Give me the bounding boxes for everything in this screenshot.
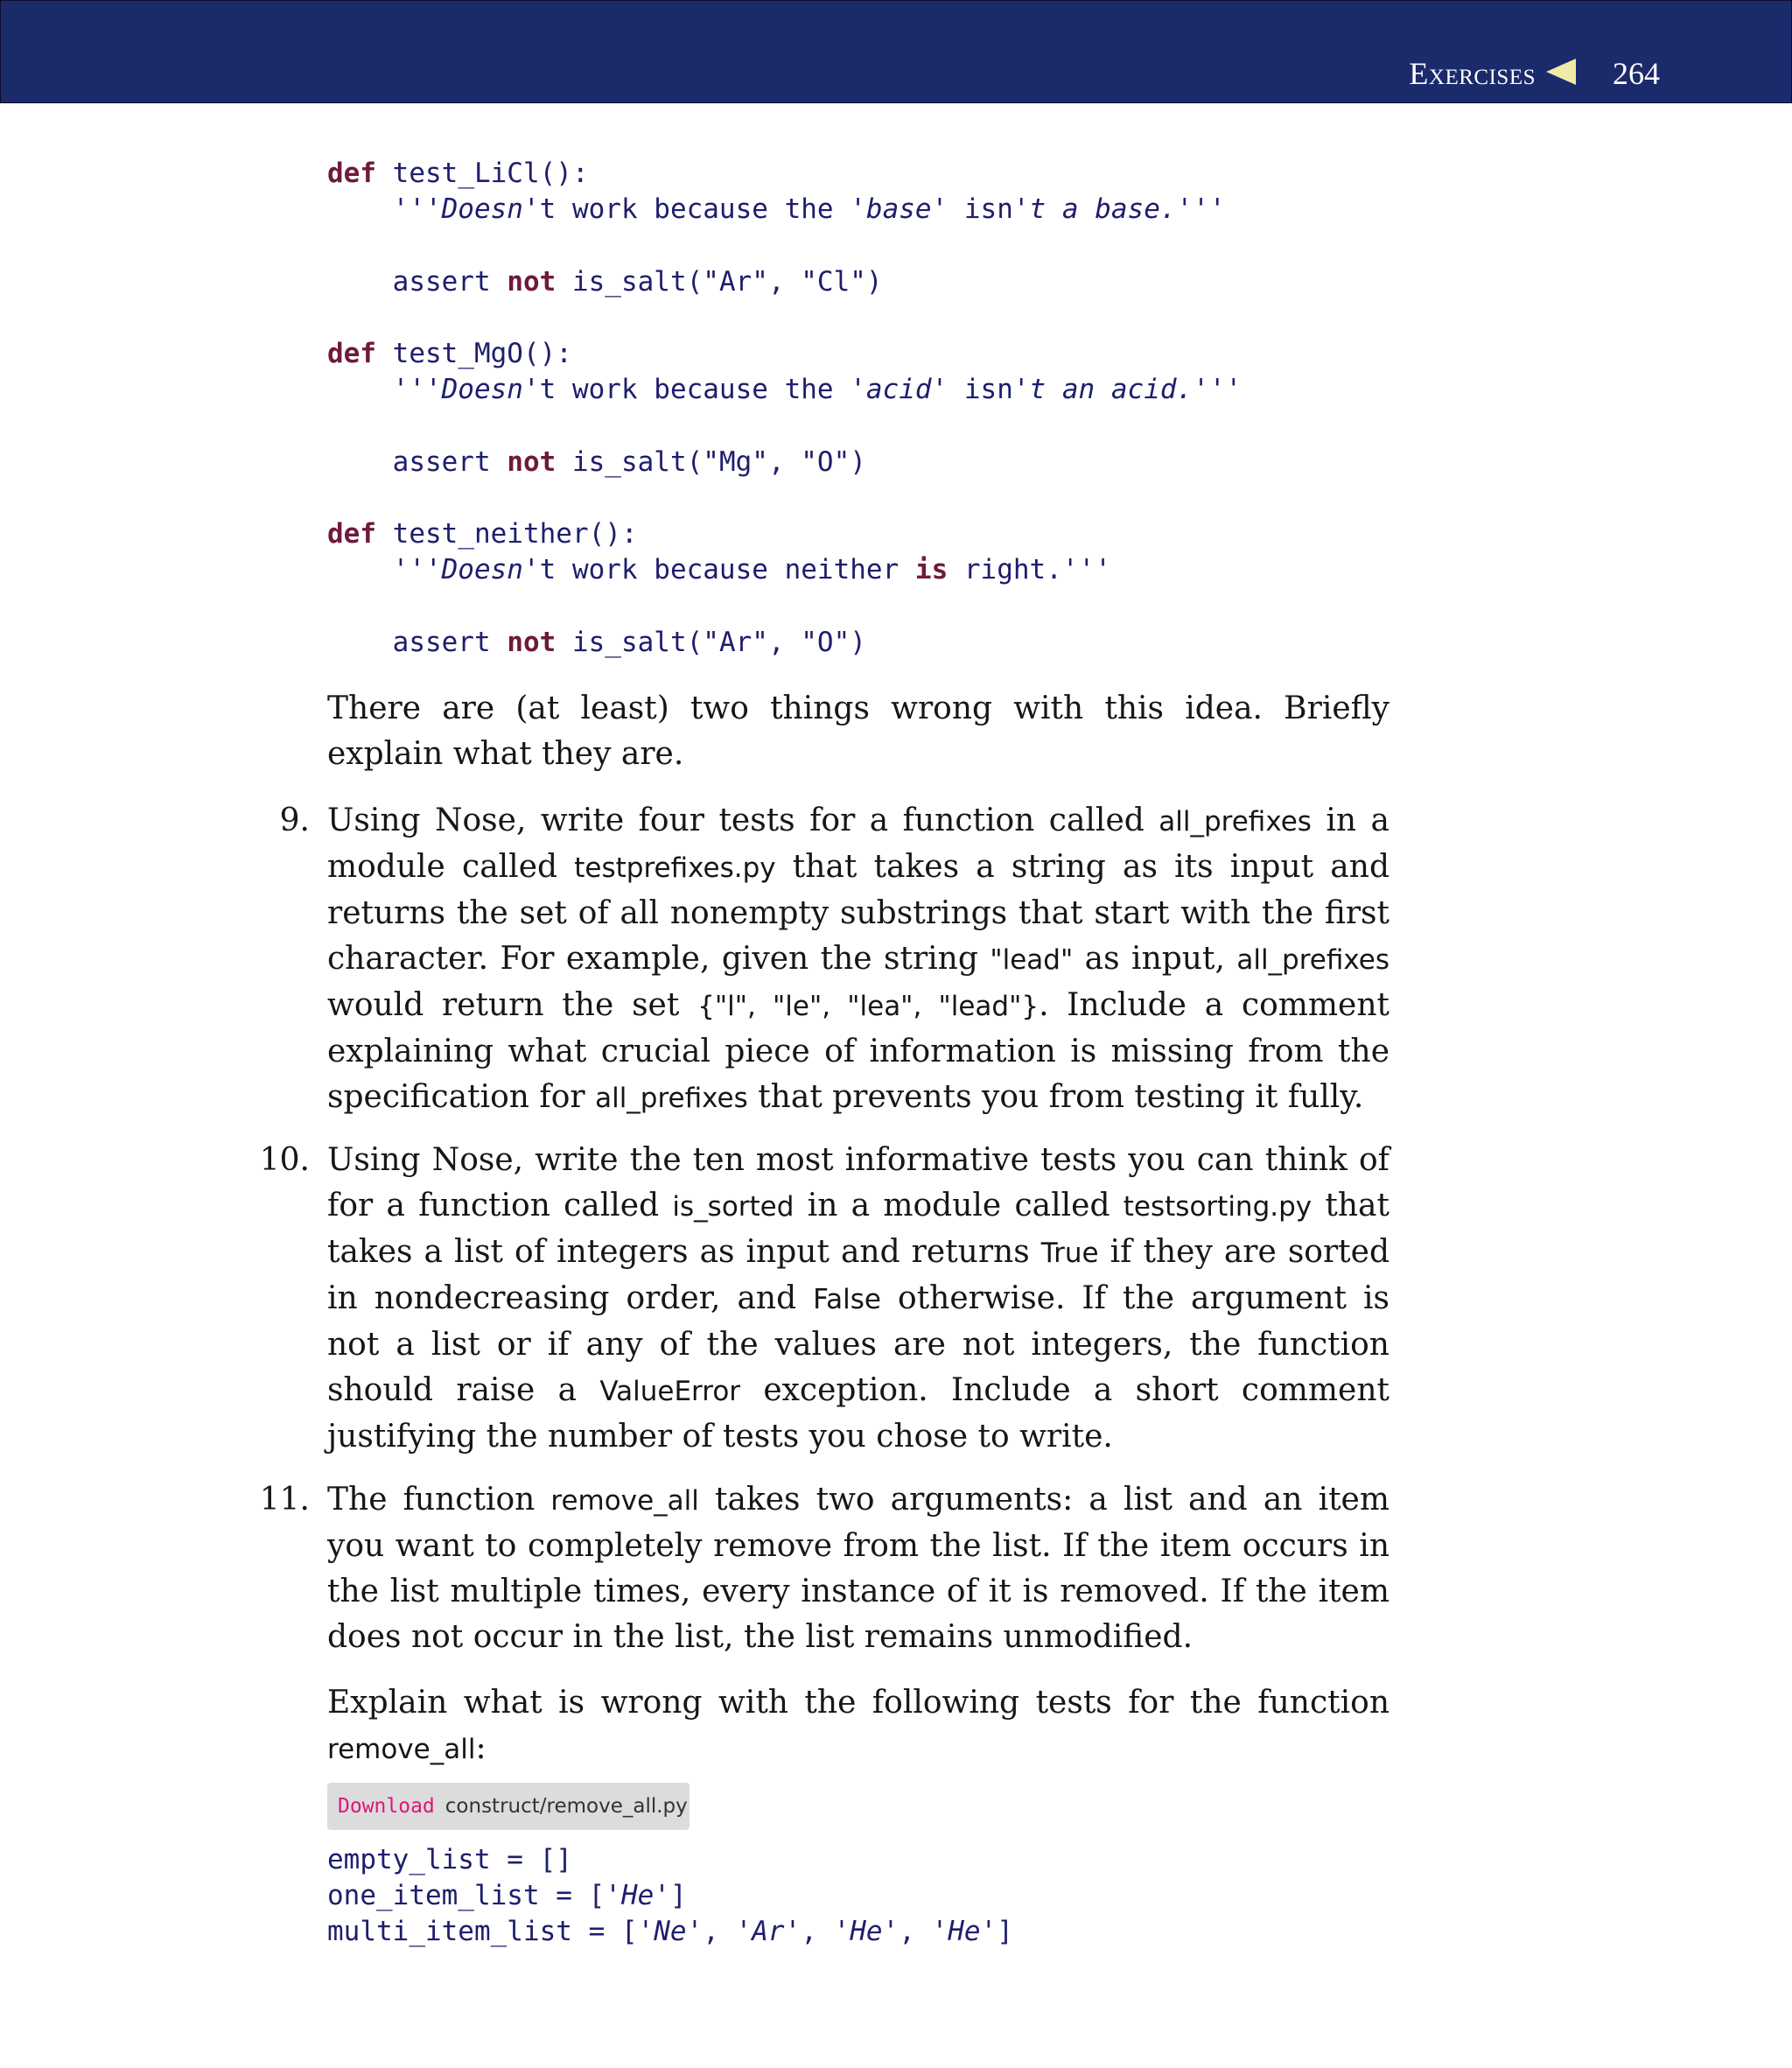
page-header xyxy=(0,0,1792,103)
code-string: 'Ar' xyxy=(735,1916,802,1948)
code-text: is_salt("Ar", "O") xyxy=(556,626,866,658)
text-run: exception. Include a short comment justifying the number of tests you chose to write. xyxy=(327,1372,1390,1455)
code-term: remove_all xyxy=(327,1734,476,1765)
text-run: that takes a string as its input and returns the set of all nonempty substrings that start with the first character. For example, given the string xyxy=(327,849,1390,977)
text-run: Using Nose, write the ten most informative tests you can think of for a function called xyxy=(327,1142,1390,1223)
code-term: all_prefixes xyxy=(1158,806,1312,838)
code-block-tests xyxy=(327,156,1242,661)
exercise-10-text xyxy=(327,1138,1390,1460)
code-text: test_LiCl(): xyxy=(376,158,589,189)
paragraph-after-code: There are (at least) two things wrong with this idea. Briefly explain what they are. xyxy=(327,691,1390,772)
code-string: 'He' xyxy=(605,1880,670,1912)
code-text: ] xyxy=(669,1880,687,1912)
code-text: is_salt("Mg", "O") xyxy=(556,445,866,478)
code-text: assert xyxy=(327,626,508,658)
code-text: 't work because the xyxy=(522,193,850,226)
code-term: is_sorted xyxy=(672,1191,794,1223)
text-run: as input, xyxy=(1073,941,1237,977)
exercise-number: 10. xyxy=(259,1142,310,1178)
code-text: , xyxy=(801,1916,834,1948)
code-string: '''Doesn xyxy=(327,193,523,226)
code-keyword: def xyxy=(327,158,376,189)
code-text: right.''' xyxy=(948,554,1111,586)
text-run: that takes a list of integers as input and returns xyxy=(327,1188,1390,1270)
code-term: all_prefixes xyxy=(595,1083,748,1114)
code-text: test_neither(): xyxy=(376,518,638,550)
text-run: . Include a comment explaining what crucial piece of information is missing from the specification for xyxy=(327,987,1390,1115)
text-run: if they are sorted in nondecreasing order, and xyxy=(327,1234,1390,1316)
code-keyword: is xyxy=(914,554,948,586)
code-string: 'He' xyxy=(931,1916,998,1948)
text-run: in a module called xyxy=(794,1188,1124,1223)
code-string: 'acid' xyxy=(850,374,948,406)
section-title: Exercises xyxy=(1409,56,1536,91)
code-string: 't an acid.''' xyxy=(1012,374,1242,406)
text-run: : xyxy=(475,1730,486,1766)
text-run: Using Nose, write four tests for a function called xyxy=(327,803,1159,838)
exercise-9-text xyxy=(327,798,1390,1121)
code-string: 'base' xyxy=(850,193,948,226)
code-term: remove_all xyxy=(550,1485,699,1517)
code-term: "lead" xyxy=(990,944,1074,976)
download-bar xyxy=(327,1783,690,1830)
code-text: is_salt("Ar", "Cl") xyxy=(556,265,883,298)
code-term: testprefixes.py xyxy=(574,852,776,884)
code-text: isn xyxy=(948,374,1013,406)
exercise-number: 9. xyxy=(279,803,310,838)
code-text: ] xyxy=(997,1916,1013,1948)
code-term: {"l", "le", "lea", "lead"} xyxy=(697,991,1040,1022)
code-term: testsorting.py xyxy=(1123,1191,1312,1223)
code-text: empty_list = [] xyxy=(327,1844,572,1875)
code-keyword: def xyxy=(327,338,376,370)
text-run: Explain what is wrong with the following tests for the function xyxy=(327,1685,1390,1721)
code-term: ValueError xyxy=(599,1376,741,1407)
code-text: 't work because neither xyxy=(522,554,915,586)
code-string: 'He' xyxy=(833,1916,900,1948)
text-run: would return the set xyxy=(327,987,698,1023)
text-run: that prevents you from testing it fully. xyxy=(747,1079,1364,1115)
code-term: False xyxy=(813,1284,881,1315)
page-number: 264 xyxy=(1613,56,1660,91)
code-string: '''Doesn xyxy=(327,374,523,406)
code-keyword: not xyxy=(507,445,556,478)
code-string: 'Ne' xyxy=(637,1916,704,1948)
code-text: , xyxy=(899,1916,932,1948)
text-run: The function xyxy=(327,1482,551,1518)
code-term: all_prefixes xyxy=(1236,944,1390,976)
code-keyword: not xyxy=(507,265,556,298)
text-run: otherwise. If the argument is not a list or if any of the values are not integers, the function should raise a xyxy=(327,1280,1390,1408)
code-text: 't work because the xyxy=(522,374,850,406)
code-text: , xyxy=(703,1916,736,1948)
code-string: '''Doesn xyxy=(327,554,523,586)
code-text: assert xyxy=(327,445,508,478)
code-text: assert xyxy=(327,265,508,298)
code-text: test_MgO(): xyxy=(376,338,572,370)
text-run: takes two arguments: a list and an item you want to completely remove from the list. If the item occurs in the list multiple times, every instance of it is removed. If the item does not occur in the list, the list remains unmodified. xyxy=(327,1482,1390,1655)
code-text: one_item_list = [ xyxy=(327,1880,606,1912)
text-run: in a module called xyxy=(327,803,1390,885)
download-link[interactable]: Download xyxy=(338,1795,435,1818)
exercise-number: 11. xyxy=(259,1482,310,1518)
code-keyword: def xyxy=(327,518,376,550)
previous-page-arrow-icon[interactable] xyxy=(1546,59,1576,85)
code-text: multi_item_list = [ xyxy=(327,1916,638,1948)
code-block-lists xyxy=(327,1842,1013,1951)
code-term: True xyxy=(1040,1237,1099,1269)
code-keyword: not xyxy=(507,626,556,658)
exercise-11-question xyxy=(327,1680,1390,1772)
code-text: isn xyxy=(948,193,1013,226)
code-string: 't a base.''' xyxy=(1012,193,1226,226)
exercise-11-text xyxy=(327,1477,1390,1660)
download-file-path: construct/remove_all.py xyxy=(444,1795,688,1818)
